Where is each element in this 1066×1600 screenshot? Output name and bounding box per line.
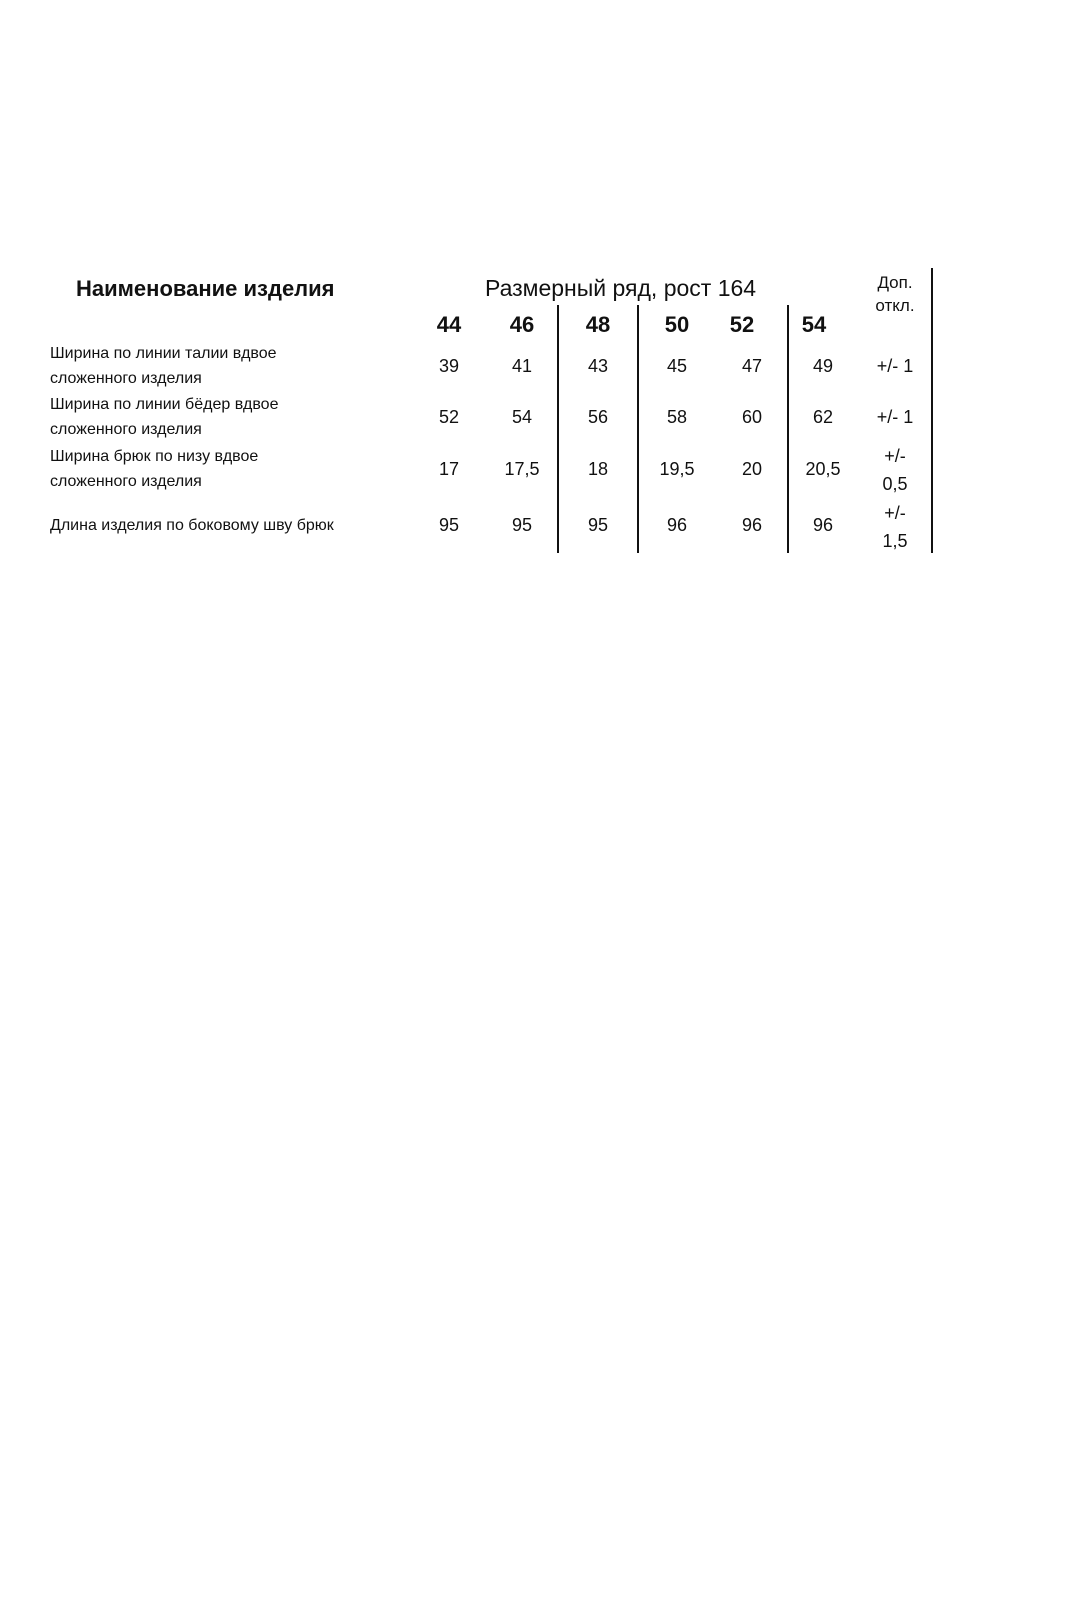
column-divider	[787, 305, 789, 553]
size-header-48: 48	[585, 312, 611, 337]
row-label-hem-line1: Ширина брюк по низу вдвое	[50, 448, 259, 465]
size-header-46: 46	[509, 312, 535, 337]
size-range-header: Размерный ряд, рост 164	[485, 275, 757, 301]
row-label-hips-line1: Ширина по линии бёдер вдвое	[50, 396, 279, 413]
table-cell: 47	[741, 356, 763, 376]
table-cell: 58	[666, 407, 688, 427]
table-cell: 20	[741, 459, 763, 479]
row-label-waist-line1: Ширина по линии талии вдвое	[50, 345, 277, 362]
row-label-hips-line2: сложенного изделия	[50, 421, 202, 438]
tolerance-cell-line1: +/-	[884, 503, 906, 523]
size-header-50: 50	[664, 312, 690, 337]
table-cell: 17	[438, 459, 460, 479]
table-cell: 49	[812, 356, 834, 376]
tolerance-cell-line2: 1,5	[882, 531, 908, 551]
product-name-header: Наименование изделия	[76, 276, 335, 301]
tolerance-header: Доп. откл.	[875, 273, 915, 315]
tolerance-cell-line2: 0,5	[882, 474, 908, 494]
size-header-54: 54	[801, 312, 827, 337]
column-divider	[637, 305, 639, 553]
table-cell: 41	[511, 356, 533, 376]
table-cell: 96	[741, 515, 763, 535]
size-header-52: 52	[729, 312, 755, 337]
table-cell: 45	[666, 356, 688, 376]
size-header-44: 44	[436, 312, 462, 337]
table-cell: 19,5	[659, 459, 695, 479]
tolerance-cell: +/- 1	[876, 407, 914, 427]
column-divider	[557, 305, 559, 553]
table-cell: 54	[511, 407, 533, 427]
table-cell: 62	[812, 407, 834, 427]
row-label-side-seam: Длина изделия по боковому шву брюк	[50, 517, 334, 534]
table-cell: 56	[587, 407, 609, 427]
table-cell: 95	[438, 515, 460, 535]
table-cell: 39	[438, 356, 460, 376]
column-divider	[931, 268, 933, 553]
row-label-hem-line2: сложенного изделия	[50, 473, 202, 490]
row-label-waist-line2: сложенного изделия	[50, 370, 202, 387]
tolerance-cell-line1: +/-	[884, 446, 906, 466]
table-cell: 96	[812, 515, 834, 535]
table-cell: 96	[666, 515, 688, 535]
table-cell: 95	[587, 515, 609, 535]
tolerance-cell: +/- 1	[876, 356, 914, 376]
table-cell: 43	[587, 356, 609, 376]
table-cell: 18	[587, 459, 609, 479]
table-cell: 52	[438, 407, 460, 427]
table-cell: 20,5	[805, 459, 841, 479]
table-cell: 95	[511, 515, 533, 535]
table-cell: 60	[741, 407, 763, 427]
table-cell: 17,5	[504, 459, 540, 479]
